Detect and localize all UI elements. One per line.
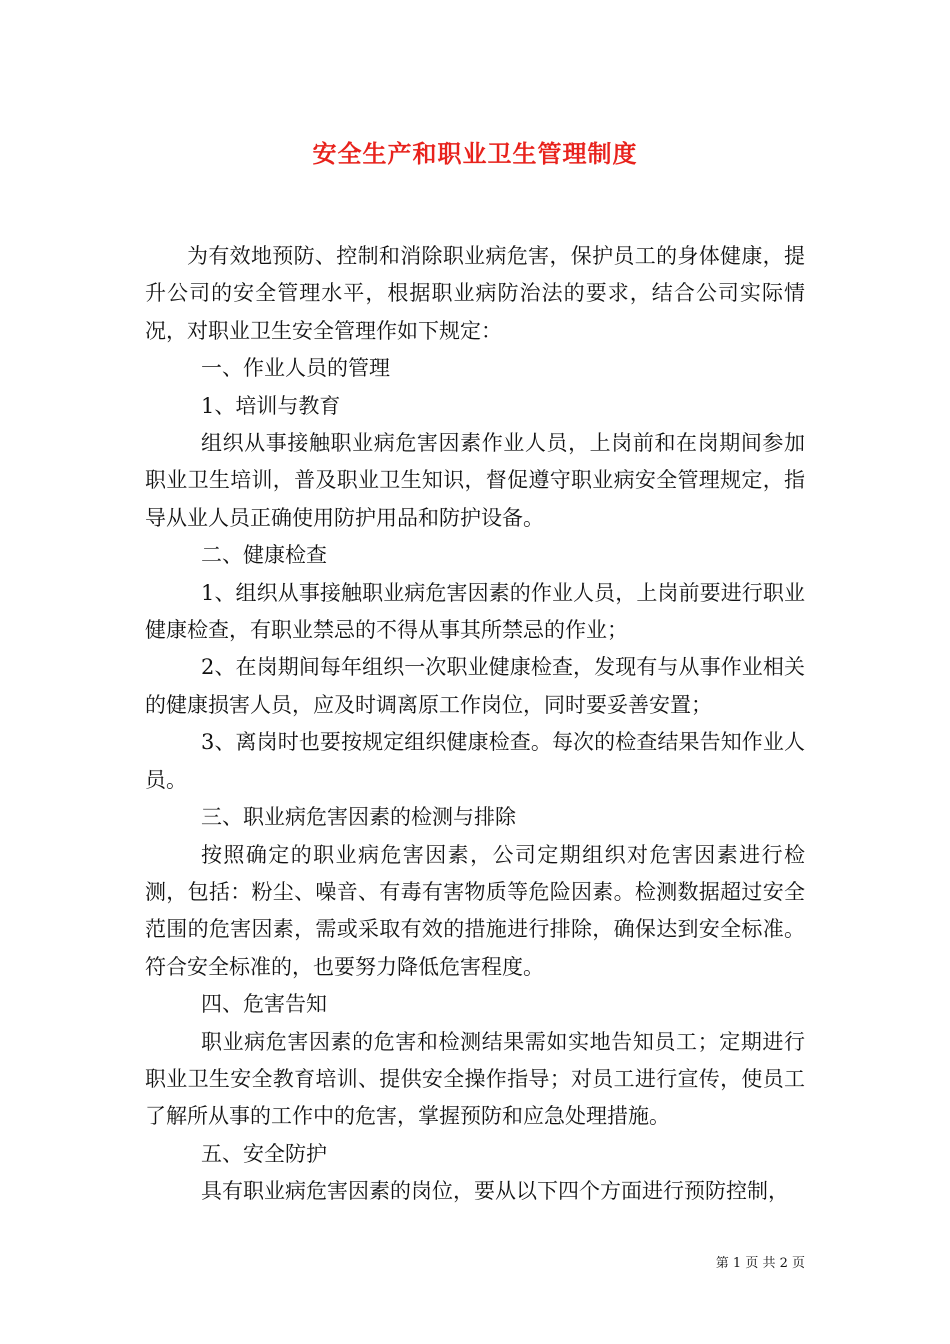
section-heading-5: 五、安全防护 xyxy=(201,1141,327,1166)
subsection-heading: 1、培训与教育 xyxy=(201,393,341,418)
body-paragraph: 具有职业病危害因素的岗位，要从以下四个方面进行预防控制， xyxy=(201,1179,789,1204)
list-item: 2、在岗期间每年组织一次职业健康检查，发现有与从事作业相关的健康损害人员，应及时调离原工作岗位，同时要妥善安置； xyxy=(145,655,805,717)
section-heading-2: 二、健康检查 xyxy=(201,543,327,568)
body-paragraph: 组织从事接触职业病危害因素作业人员，上岗前和在岗期间参加职业卫生培训，普及职业卫生知识，督促遵守职业病安全管理规定，指导从业人员正确使用防护用品和防护设备。 xyxy=(145,431,805,530)
page-footer: 第 1 页 共 2 页 xyxy=(715,1256,805,1271)
section-heading-1: 一、作业人员的管理 xyxy=(201,356,390,381)
body-paragraph: 按照确定的职业病危害因素，公司定期组织对危害因素进行检测，包括：粉尘、噪音、有毒有害物质等危险因素。检测数据超过安全范围的危害因素，需或采取有效的措施进行排除，确保达到安全标准。符合安全标准的，也要努力降低危害程度。 xyxy=(145,842,805,979)
section-heading-3: 三、职业病危害因素的检测与排除 xyxy=(201,805,516,830)
section-heading-4: 四、危害告知 xyxy=(201,992,327,1017)
document-body xyxy=(145,238,805,1211)
body-paragraph: 职业病危害因素的危害和检测结果需如实地告知员工；定期进行职业卫生安全教育培训、提供安全操作指导；对员工进行宣传，使员工了解所从事的工作中的危害，掌握预防和应急处理措施。 xyxy=(145,1029,805,1129)
list-item: 1、组织从事接触职业病危害因素的作业人员，上岗前要进行职业健康检查，有职业禁忌的不得从事其所禁忌的作业； xyxy=(145,580,805,643)
intro-paragraph: 为有效地预防、控制和消除职业病危害，保护员工的身体健康，提升公司的安全管理水平，根据职业病防治法的要求，结合公司实际情况，对职业卫生安全管理作如下规定： xyxy=(145,244,805,343)
list-item: 3、离岗时也要按规定组织健康检查。每次的检查结果告知作业人员。 xyxy=(145,730,805,792)
document-title: 安全生产和职业卫生管理制度 xyxy=(312,139,638,168)
